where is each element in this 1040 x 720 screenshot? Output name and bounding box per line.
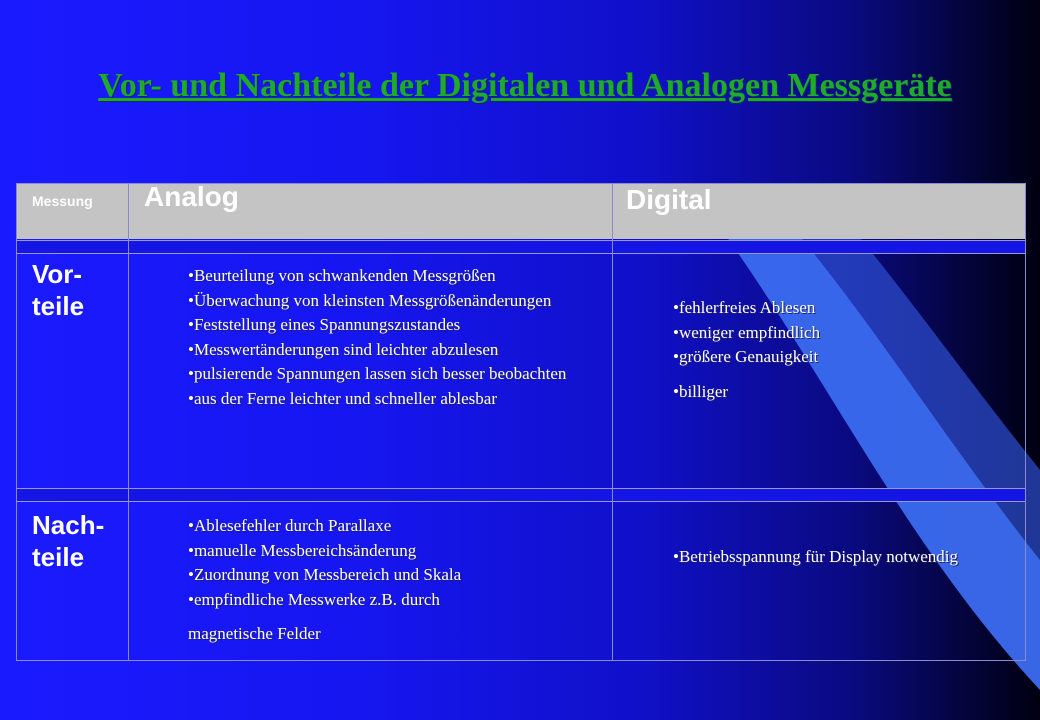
row-label-line: Nach-: [32, 510, 105, 540]
list-item: • Feststellung eines Spannungszustandes: [188, 313, 598, 338]
header-messung: Messung: [32, 193, 93, 209]
header-digital: Digital: [626, 184, 712, 215]
header-analog: Analog: [144, 181, 239, 212]
list-item: • weniger empfindlich: [673, 321, 973, 346]
list-item: • Überwachung von kleinsten Messgrößenänderungen: [188, 289, 598, 314]
list-item: • fehlerfreies Ablesen: [673, 296, 973, 321]
list-item: • Zuordnung von Messbereich und Skala: [188, 563, 598, 588]
digital-advantages-list: [673, 296, 973, 404]
row-label-nachteile: [32, 509, 104, 573]
list-item: • größere Genauigkeit: [673, 345, 973, 370]
comparison-table: [16, 183, 1026, 661]
row-label-line: Vor-: [32, 259, 83, 289]
list-item: • billiger: [673, 380, 973, 405]
list-item-continued: magnetische Felder: [188, 624, 321, 643]
list-item: • Ablesefehler durch Parallaxe: [188, 514, 598, 539]
list-item: • pulsierende Spannungen lassen sich besser beobachten: [188, 362, 598, 387]
list-item: • Beurteilung von schwankenden Messgrößen: [188, 264, 598, 289]
column-divider: [128, 183, 129, 661]
row-label-line: teile: [32, 291, 85, 321]
list-item: • empfindliche Messwerke z.B. durch: [188, 588, 598, 613]
row-label-line: teile: [32, 542, 85, 572]
page-title: Vor- und Nachteile der Digitalen und Analogen Messgeräte: [98, 67, 952, 104]
list-item: • manuelle Messbereichsänderung: [188, 539, 598, 564]
analog-disadvantages-list: [188, 514, 598, 647]
list-item: • Messwertänderungen sind leichter abzulesen: [188, 338, 598, 363]
list-item: • Betriebsspannung für Display notwendig: [673, 545, 973, 570]
analog-advantages-list: [188, 264, 598, 411]
column-divider: [612, 183, 613, 661]
digital-disadvantages-list: [673, 545, 973, 570]
list-item: • aus der Ferne leichter und schneller ablesbar: [188, 387, 598, 412]
row-label-vorteile: [32, 258, 84, 322]
